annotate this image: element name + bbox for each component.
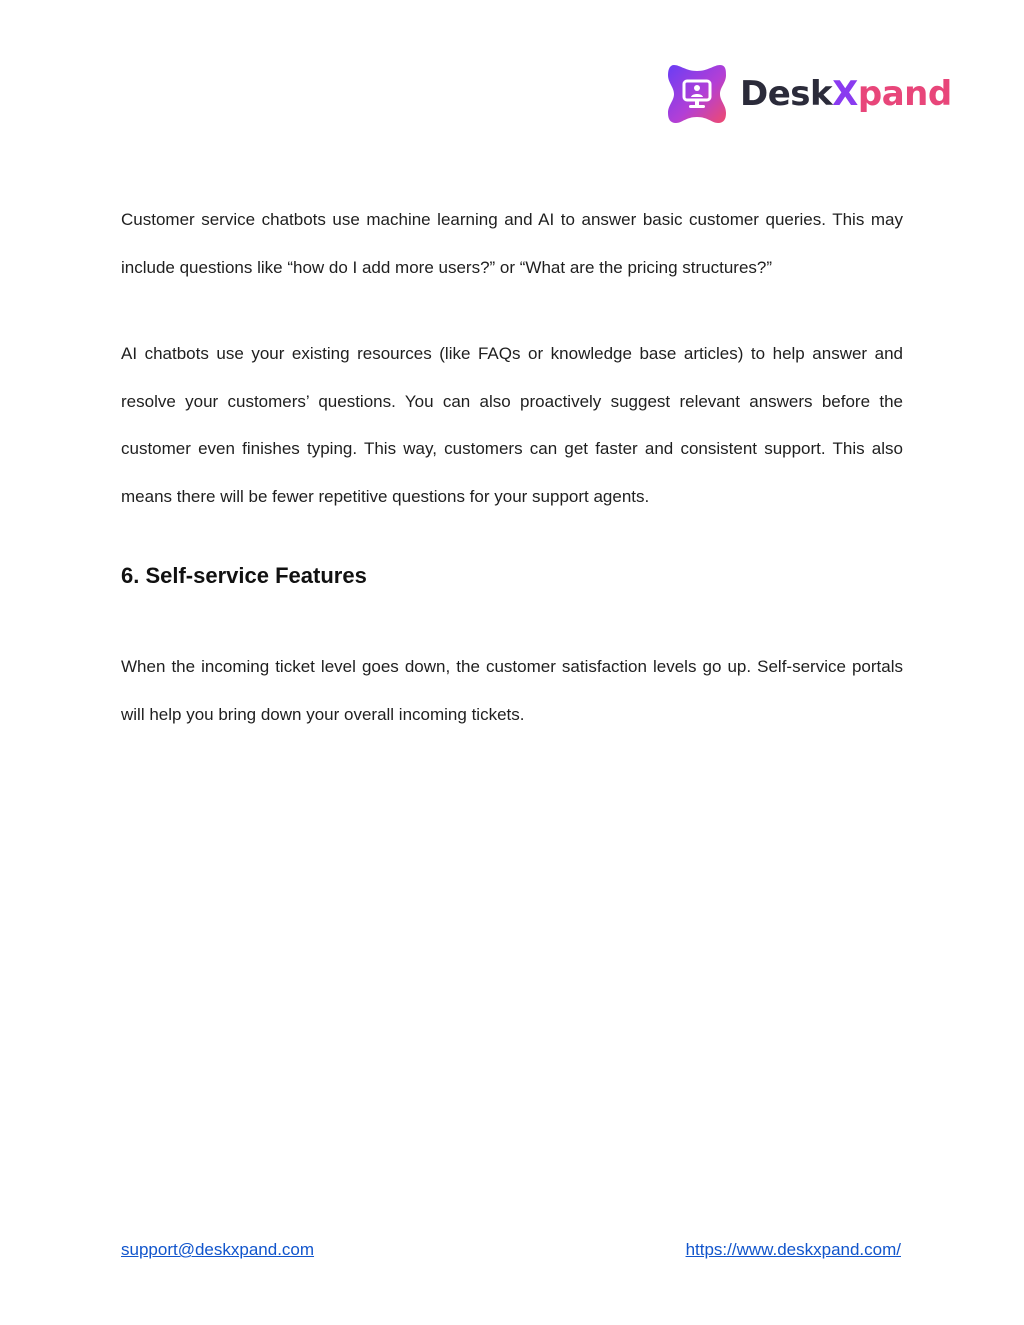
logo-wordmark-desk: Desk xyxy=(740,74,833,114)
section-heading: 6. Self-service Features xyxy=(121,563,367,588)
paragraph-self-service: When the incoming ticket level goes down, the customer satisfaction levels go up. Self-service portals will help you bring down your overall incoming tickets. xyxy=(121,657,903,724)
logo-wordmark-x: X xyxy=(832,74,858,114)
logo-wordmark-pand: pand xyxy=(857,74,952,114)
website-link[interactable]: https://www.deskxpand.com/ xyxy=(685,1240,901,1259)
support-email-link[interactable]: support@deskxpand.com xyxy=(121,1240,315,1259)
deskxpand-logo xyxy=(664,60,952,128)
paragraph-chatbots-intro: Customer service chatbots use machine learning and AI to answer basic customer queries. This may include questions like “how do I add more users?” or “What are the pricing structures?” xyxy=(121,210,903,277)
paragraph-ai-chatbots: AI chatbots use your existing resources (like FAQs or knowledge base articles) to help answer and resolve your customers’ questions. You can also proactively suggest relevant answers before the customer even finishes typing. This way, customers can get faster and consistent support. This also means there will be fewer repetitive questions for your support agents. xyxy=(121,344,903,506)
page-footer xyxy=(121,1238,901,1264)
document-body xyxy=(121,196,903,738)
logo-wordmark xyxy=(740,74,952,114)
deskxpand-logo-icon xyxy=(664,61,730,127)
